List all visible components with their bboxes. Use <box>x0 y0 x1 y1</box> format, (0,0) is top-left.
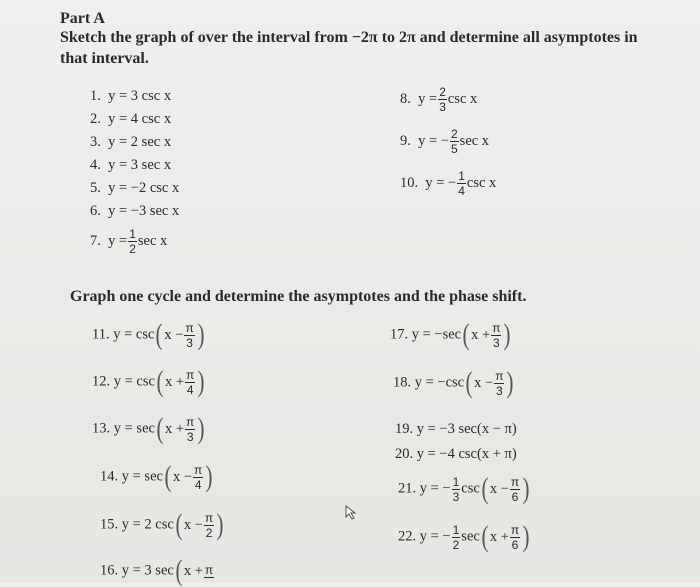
part-label: Part A <box>60 10 105 27</box>
problem-19: 19. y = −3 sec(x − π) <box>395 421 517 437</box>
problem-15: 15. y = 2 csc( x − $\frac{\pi}{2}$ ) <box>100 508 224 541</box>
problem-6: 6. y = −3 sec x <box>90 203 180 219</box>
problem-21: 21. y = − $\frac{1}{3}$ csc( x − $\frac{\pi}{6}$ ) <box>398 472 530 505</box>
fraction: $\frac{\pi}{4}$ <box>186 367 195 397</box>
problem-10: 10. y = − $\frac{1}{4}$ csc x <box>400 169 497 198</box>
problem-13: 13. y = sec( x + $\frac{\pi}{3}$ ) <box>92 412 205 445</box>
fraction: $\frac{2}{5}$ <box>450 127 458 156</box>
instruction-line-2: that interval. <box>60 50 149 67</box>
fraction: $\frac{\pi}{3}$ <box>492 320 501 350</box>
fraction: $\frac{\pi}{3}$ <box>185 320 194 350</box>
problem-9: 9. y = − $\frac{2}{5}$ sec x <box>400 127 490 156</box>
problem-2: 2. y = 4 csc x <box>90 111 172 127</box>
fraction: $\frac{1}{4}$ <box>458 169 465 198</box>
fraction: $\frac{\pi}{4}$ <box>194 462 203 492</box>
fraction: $\frac{1}{2}$ <box>452 522 460 552</box>
problem-5: 5. y = −2 csc x <box>90 180 180 196</box>
fraction: $\frac{1}{3}$ <box>452 474 460 504</box>
problem-18: 18. y = −csc( x − $\frac{\pi}{3}$ ) <box>393 366 514 399</box>
problem-7: 7. y = $\frac{1}{2}$ sec x <box>90 227 168 256</box>
problem-16: 16. y = 3 sec( x + π <box>100 554 214 587</box>
fraction: $\frac{\pi}{2}$ <box>204 510 214 540</box>
fraction: $\frac{2}{3}$ <box>439 85 446 114</box>
instruction-line-1: Sketch the graph of over the interval from −2π to 2π and determine all asymptotes in <box>60 29 638 46</box>
fraction: $\frac{1}{2}$ <box>129 227 136 256</box>
problem-11: 11. y = csc( x − $\frac{\pi}{3}$ ) <box>92 318 205 351</box>
fraction: $\frac{\pi}{3}$ <box>186 414 195 444</box>
section-2-title: Graph one cycle and determine the asymptotes and the phase shift. <box>70 288 527 305</box>
fraction: π <box>204 562 214 577</box>
fraction: $\frac{\pi}{6}$ <box>510 474 520 504</box>
problem-17: 17. y = −sec( x + $\frac{\pi}{3}$ ) <box>390 318 511 351</box>
problem-1: 1. y = 3 csc x <box>90 88 172 104</box>
problem-4: 4. y = 3 sec x <box>90 157 172 173</box>
mouse-cursor-icon <box>345 505 359 526</box>
problem-22: 22. y = − $\frac{1}{2}$ sec( x + $\frac{\pi}{6}$ ) <box>398 520 530 553</box>
problem-8: 8. y = $\frac{2}{3}$ csc x <box>400 85 478 114</box>
fraction: $\frac{\pi}{6}$ <box>510 522 520 552</box>
problem-12: 12. y = csc( x + $\frac{\pi}{4}$ ) <box>92 365 205 398</box>
fraction: $\frac{\pi}{3}$ <box>495 368 504 398</box>
problem-3: 3. y = 2 sec x <box>90 134 172 150</box>
problem-14: 14. y = sec( x − $\frac{\pi}{4}$ ) <box>100 460 213 493</box>
problem-20: 20. y = −4 csc(x + π) <box>395 446 517 462</box>
